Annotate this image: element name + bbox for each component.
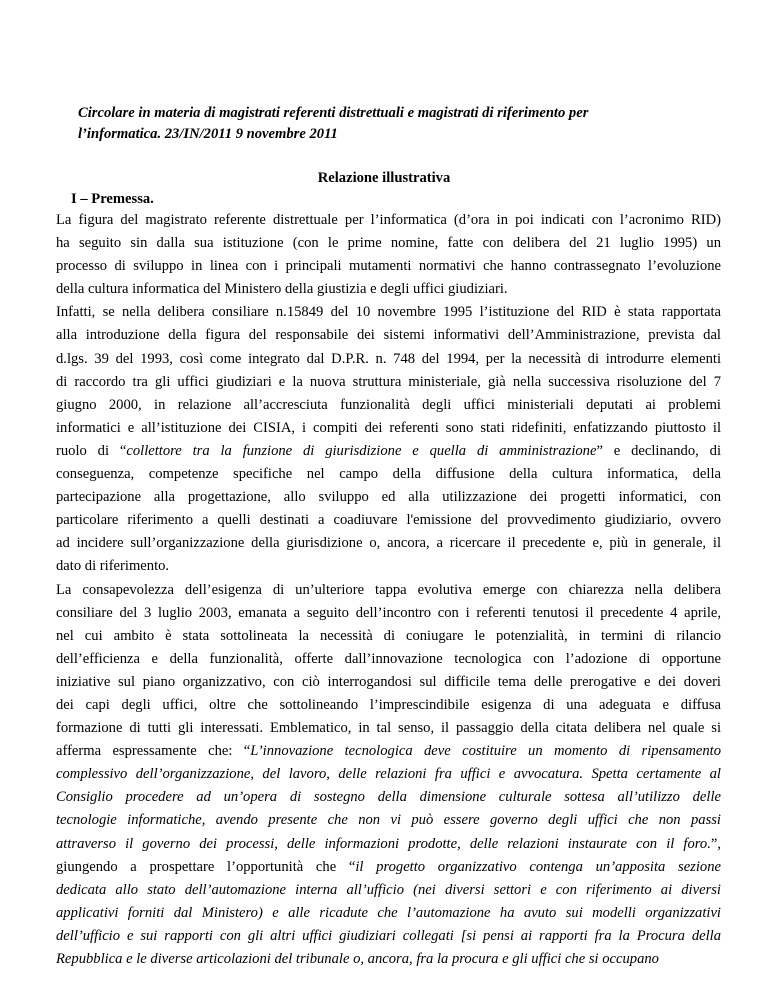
text-line [56,948,721,971]
text-segment: iniziative sul piano organizzativo, con ciò interrogandosi sul difficile tema delle prerogative e dei doveri [56,673,721,690]
text-segment: La figura del magistrato referente distrettuale per l’informatica (d’ora in poi indicati con l’acronimo RID) [56,212,721,228]
section-heading: I – Premessa. [71,191,154,207]
text-line [56,671,721,694]
body-paragraph [56,209,721,301]
text-line [56,301,721,324]
text-segment: partecipazione alla progettazione, allo sviluppo ed alla utilizzazione dei progetti informatici, con [56,489,721,506]
text-segment: ” e declinando, di [596,442,721,459]
text-line [56,809,721,832]
text-line [56,532,721,555]
text-line [56,579,721,602]
text-line [56,856,721,879]
text-line [56,371,721,394]
text-segment: ha seguito sin dalla sua istituzione (con le prime nomine, fatte con delibera del 21 luglio 1995) un [56,235,721,252]
text-segment: consiliare del 3 luglio 2003, emanata a seguito dell’incontro con i referenti tenutosi il precedente 4 aprile, [56,604,721,621]
text-line [56,625,721,648]
text-line [56,879,721,902]
text-line [56,786,721,809]
text-line [56,648,721,671]
text-segment: conseguenza, competenze specifiche nel campo della diffusione della cultura informatica, della [56,466,721,483]
italic-quote-text: tecnologie informatiche, avendo presente che non vi può essere governo degli uffici che non passi [56,812,721,829]
body-paragraph [56,579,721,972]
text-segment: alla introduzione della figura del responsabile dei sistemi informativi dell’Amministrazione, prevista dal [56,327,721,344]
text-segment: dell’efficienza e della funzionalità, offerte dall’innovazione tecnologica con l’adozione di opportune [56,650,721,667]
text-segment: giugno 2000, in relazione all’accresciuta funzionalità degli uffici ministeriali deputati ai problemi [56,396,721,413]
text-line [56,486,721,509]
text-line [56,209,721,232]
text-segment: d.lgs. 39 del 1993, così come integrato dal D.P.R. n. 748 del 1994, per la necessità di introdurre elementi [56,350,721,367]
document-subtitle: Relazione illustrativa [317,170,451,186]
italic-quote-text: dell’ufficio e sui rapporti con gli altri uffici giudiziari collegati [si pensi ai rapporti fra la Procura della [56,927,721,944]
text-line [56,232,721,255]
text-line [56,278,721,301]
italic-quote-text: L’innovazione tecnologica deve costituire un momento di ripensamento [250,743,721,760]
text-line [56,324,721,347]
text-segment: dei capi degli uffici, oltre che sottolineando l’imprescindibile esigenza di una adeguata e diffusa [56,696,721,713]
text-segment: Infatti, se nella delibera consiliare n.15849 del 10 novembre 1995 l’istituzione del RID è stata rapportata [56,304,721,321]
text-segment: di raccordo tra gli uffici giudiziari e la nuova struttura ministeriale, già nella successiva risoluzione del 7 [56,373,721,390]
text-segment: formazione di tutti gli interessati. Emblematico, in tal senso, il passaggio della citata delibera nel quale si [56,720,721,737]
text-segment: dato di riferimento. [56,558,170,575]
italic-quote-text: applicativi forniti dal Ministero) e alle ricadute che l’automazione ha avuto sui modelli organizzativi [56,904,721,921]
text-line [56,440,721,463]
italic-quote-text: complessivo dell’organizzazione, del lavoro, delle relazioni fra uffici e avvocatura. Spetta certamente al [56,766,721,783]
text-line [56,509,721,532]
text-line [56,833,721,856]
italic-quote-text: collettore tra la funzione di giurisdizione e quella di amministrazione [126,442,597,459]
text-segment: afferma espressamente che: “ [56,743,251,760]
text-line [56,348,721,371]
text-line [56,394,721,417]
text-segment: processo di sviluppo in linea con i principali mutamenti normativi che hanno contrassegnato l’evoluzione [56,258,721,275]
text-line [56,902,721,925]
italic-quote-text: Repubblica e le diverse articolazioni del tribunale o, ancora, fra la procura e gli uffici che si occupano [56,951,659,967]
text-line [56,555,721,578]
text-line [56,694,721,717]
text-line [56,463,721,486]
italic-quote-text: dedicata allo stato dell’automazione interna all’ufficio (nei diversi settori e con riferimento ai diversi [56,881,721,898]
italic-quote-text: Consiglio procedere ad un’opera di sostegno della dimensione culturale sottesa all’utilizzo delle [56,789,721,806]
text-line [56,717,721,740]
text-segment: informatici e all’istituzione dei CISIA, i compiti dei referenti sono stati ridefiniti, enfatizzando piuttosto il [56,419,721,436]
italic-quote-text: il progetto organizzativo contenga un’apposita sezione [355,858,721,875]
text-segment: ruolo di “ [56,442,127,459]
document-body [56,209,721,971]
body-paragraph [56,301,721,578]
document-title-line: Circolare in materia di magistrati referenti distrettuali e magistrati di riferimento per [78,105,589,121]
text-line [56,255,721,278]
text-segment: giungendo a prospettare l’opportunità che “ [56,858,356,875]
italic-quote-text: attraverso il governo dei processi, delle informazioni prodotte, delle relazioni instaurate con il foro. [56,835,711,852]
document-title [78,103,718,144]
text-line [56,740,721,763]
text-segment: ”, [710,835,721,852]
text-segment: nel cui ambito è stata sottolineata la necessità di coniugare le potenzialità, in termini di rilancio [56,627,721,644]
document-title-line: l’informatica. 23/IN/2011 9 novembre 2011 [78,125,338,142]
text-segment: ad incidere sull’organizzazione della giurisdizione o, ancora, a ricercare il precedente e, più in generale, il [56,535,721,552]
text-segment: particolare riferimento a quelli destinati a coadiuvare l'emissione del provvedimento giudiziario, ovvero [56,512,721,529]
text-line [56,763,721,786]
text-line [56,417,721,440]
text-line [56,602,721,625]
text-segment: La consapevolezza dell’esigenza di un’ulteriore tappa evolutiva emerge con chiarezza nella delibera [56,581,721,598]
text-line [56,925,721,948]
text-segment: della cultura informatica del Ministero della giustizia e degli uffici giudiziari. [56,281,508,298]
